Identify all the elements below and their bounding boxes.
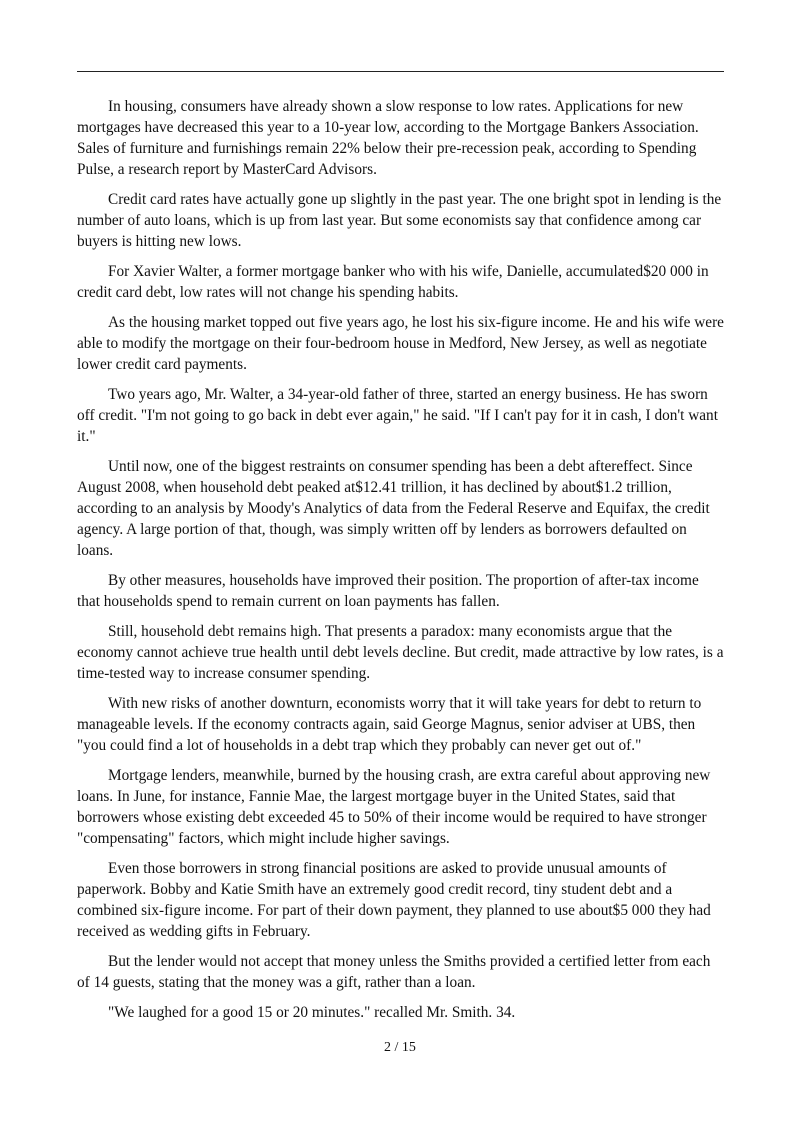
paragraph: But the lender would not accept that money unless the Smiths provided a certified letter from each of 14 guests, stating that the money was a gift, rather than a loan. — [77, 953, 711, 991]
paragraph: For Xavier Walter, a former mortgage banker who with his wife, Danielle, accumulated$20 000 in credit card debt, low rates will not change his spending habits. — [77, 263, 709, 301]
paragraph: Two years ago, Mr. Walter, a 34-year-old father of three, started an energy business. He has sworn off credit. "I'm not going to go back in debt ever again," he said. "If I can't pay for it in cash, I don't want it." — [77, 386, 718, 445]
paragraph: "We laughed for a good 15 or 20 minutes." recalled Mr. Smith. 34. — [108, 1004, 516, 1021]
paragraph: By other measures, households have improved their position. The proportion of after-tax income that households spend to remain current on loan payments has fallen. — [77, 572, 699, 610]
paragraph: As the housing market topped out five years ago, he lost his six-figure income. He and his wife were able to modify the mortgage on their four-bedroom house in Medford, New Jersey, as well as negotiate lower credit card payments. — [77, 314, 724, 373]
page-number: 2 / 15 — [384, 1040, 416, 1055]
paragraph: Credit card rates have actually gone up slightly in the past year. The one bright spot in lending is the number of auto loans, which is up from last year. But some economists say that confidence among car buyers is hitting new lows. — [77, 191, 722, 250]
paragraph: With new risks of another downturn, economists worry that it will take years for debt to return to manageable levels. If the economy contracts again, said George Magnus, senior adviser at UBS, then "you could find a lot of households in a debt trap which they probably can never get out of." — [77, 695, 702, 754]
paragraph: Until now, one of the biggest restraints on consumer spending has been a debt aftereffect. Since August 2008, when household debt peaked at$12.41 trillion, it has declined by about$1.2 trillion, according to an analysis by Moody's Analytics of data from the Federal Reserve and Equifax, the credit agency. A large portion of that, though, was simply written off by lenders as borrowers defaulted on loans. — [77, 458, 710, 559]
article-body — [77, 96, 724, 1032]
header-rule — [77, 71, 724, 72]
paragraph: Mortgage lenders, meanwhile, burned by the housing crash, are extra careful about approving new loans. In June, for instance, Fannie Mae, the largest mortgage buyer in the United States, said that borrowers whose existing debt exceeded 45 to 50% of their income would be required to have stronger "compensating" factors, which might include higher savings. — [77, 767, 711, 847]
paragraph: Still, household debt remains high. That presents a paradox: many economists argue that the economy cannot achieve true health until debt levels decline. But credit, made attractive by low rates, is a time-tested way to increase consumer spending. — [77, 623, 724, 682]
paragraph: Even those borrowers in strong financial positions are asked to provide unusual amounts of paperwork. Bobby and Katie Smith have an extremely good credit record, tiny student debt and a combined six-figure income. For part of their down payment, they planned to use about$5 000 they had received as wedding gifts in February. — [77, 860, 711, 940]
paragraph: In housing, consumers have already shown a slow response to low rates. Applications for new mortgages have decreased this year to a 10-year low, according to the Mortgage Bankers Association. Sales of furniture and furnishings remain 22% below their pre-recession peak, according to Spending Pulse, a research report by MasterCard Advisors. — [77, 98, 699, 178]
